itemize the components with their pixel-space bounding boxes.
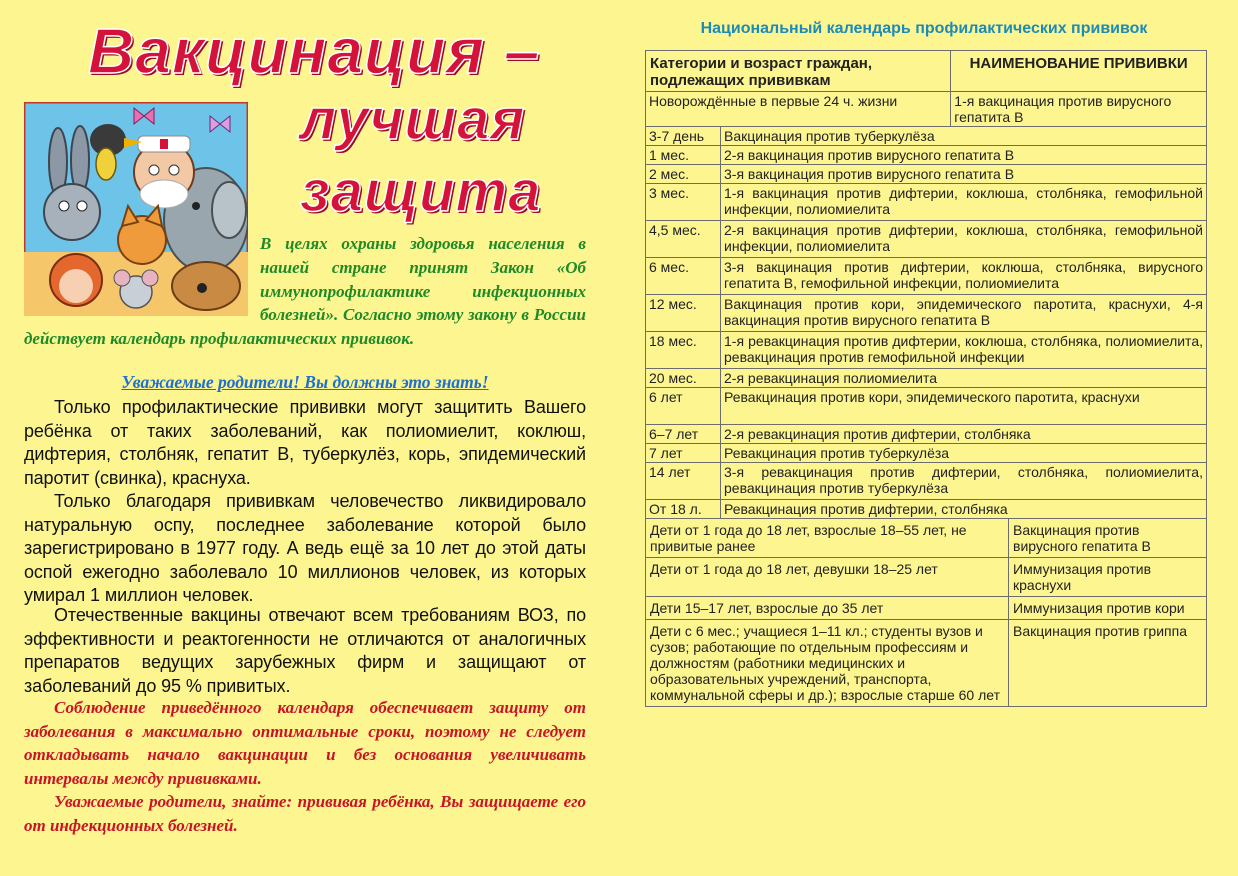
vaccination-schedule-table [645, 50, 1207, 707]
table-row [646, 388, 1207, 425]
table-row [646, 500, 1207, 519]
newborn-age-cell: Новорождённые в первые 24 ч. жизни [646, 92, 951, 127]
paragraph-smallpox: Только благодаря прививкам человечество ликвидировало натуральную оспу, последнее заболевание которой было зарегистрировано в 1977 году. А ведь ещё за 10 лет до этой даты оспой ежегодно заболевало 10 миллионов человек, из которых умирал 1 миллион человек. [24, 491, 586, 605]
vaccine-cell: 3-я ревакцинация против дифтерии, столбняка, полиомиелита, ревакцинация против туберкулёза [721, 463, 1207, 500]
vaccine-cell: 2-я ревакцинация против дифтерии, столбняка [721, 425, 1207, 444]
vaccine-cell: Ревакцинация против кори, эпидемического паротита, краснухи [721, 388, 1207, 425]
group-vaccine-cell: Иммунизация против краснухи [1009, 558, 1207, 597]
paragraph-diseases: Только профилактические прививки могут защитить Вашего ребёнка от таких заболеваний, как полиомиелит, коклюш, дифтерия, столбняк, гепатит В, туберкулёз, корь, эпидемический паротит (свинка), краснуха. [24, 397, 586, 488]
group-row [646, 620, 1207, 707]
table-row [646, 165, 1207, 184]
vaccine-cell: Ревакцинация против дифтерии, столбняка [721, 500, 1207, 519]
age-cell: 20 мес. [646, 369, 721, 388]
paragraph-calendar-compliance: Соблюдение приведённого календаря обеспечивает защиту от заболевания в максимально оптимальные сроки, поэтому не следует откладывать начало вакцинации и без основания увеличивать интервалы между прививками. [24, 698, 586, 788]
age-cell: 18 мес. [646, 332, 721, 369]
group-vaccine-cell: Вакцинация против гриппа [1009, 620, 1207, 707]
title-line-1: Вакцинация – [88, 15, 541, 87]
table-row [646, 184, 1207, 221]
vaccine-cell: 3-я вакцинация против вирусного гепатита В [721, 165, 1207, 184]
group-category-cell: Дети от 1 года до 18 лет, взрослые 18–55 лет, не привитые ранее [646, 519, 1009, 558]
age-cell: 2 мес. [646, 165, 721, 184]
vaccine-cell: Вакцинация против туберкулёза [721, 127, 1207, 146]
age-cell: От 18 л. [646, 500, 721, 519]
newborn-vaccine-cell: 1-я вакцинация против вирусного гепатита В [951, 92, 1207, 127]
vaccine-cell: Вакцинация против кори, эпидемического паротита, краснухи, 4-я вакцинация против вирусного гепатита В [721, 295, 1207, 332]
table-row [646, 146, 1207, 165]
age-cell: 3 мес. [646, 184, 721, 221]
table-row [646, 463, 1207, 500]
intro-text: В целях охраны здоровья населения в нашей стране принят Закон «Об иммунопрофилактике инфекционных болезней». Согласно этому закону в России действует календарь профилактических прививок. [24, 234, 586, 349]
header-category: Категории и возраст граждан, подлежащих прививкам [646, 51, 951, 92]
header-vaccine: НАИМЕНОВАНИЕ ПРИВИВКИ [951, 51, 1207, 92]
vaccine-cell: 1-я вакцинация против дифтерии, коклюша, столбняка, гемофильной инфекции, полиомиелита [721, 184, 1207, 221]
group-category-cell: Дети с 6 мес.; учащиеся 1–11 кл.; студенты вузов и сузов; работающие по отдельным профессиям и должностям (работники медицинских и образовательных учреждений, транспорта, коммунальной сферы и др.); взрослые старше 60 лет [646, 620, 1009, 707]
vaccine-cell: 3-я вакцинация против дифтерии, коклюша, столбняка, вирусного гепатита В, гемофильной инфекции, полиомиелита [721, 258, 1207, 295]
age-cell: 1 мес. [646, 146, 721, 165]
group-category-cell: Дети 15–17 лет, взрослые до 35 лет [646, 597, 1009, 620]
age-cell: 7 лет [646, 444, 721, 463]
age-cell: 4,5 мес. [646, 221, 721, 258]
group-vaccine-cell: Вакцинация против вирусного гепатита В [1009, 519, 1207, 558]
age-cell: 6–7 лет [646, 425, 721, 444]
table-row [646, 295, 1207, 332]
age-cell: 14 лет [646, 463, 721, 500]
paragraph-domestic-vaccines: Отечественные вакцины отвечают всем требованиям ВОЗ, по эффективности и реактогенности не отличаются от аналогичных препаратов ведущих зарубежных фирм и защищают от заболеваний до 95 % привитых. [24, 605, 586, 696]
age-cell: 6 мес. [646, 258, 721, 295]
paragraph-closing-note: Уважаемые родители, знайте: прививая ребёнка, Вы защищаете его от инфекционных болезней. [24, 792, 586, 835]
group-category-cell: Дети от 1 года до 18 лет, девушки 18–25 лет [646, 558, 1009, 597]
age-cell: 3-7 день [646, 127, 721, 146]
table-title: Национальный календарь профилактических прививок [700, 20, 1148, 37]
vaccine-cell: 1-я ревакцинация против дифтерии, коклюша, столбняка, полиомиелита, ревакцинация против гемофильной инфекции [721, 332, 1207, 369]
table-row [646, 425, 1207, 444]
table-row [646, 332, 1207, 369]
table-row [646, 258, 1207, 295]
table-row-newborn [646, 92, 1207, 127]
vaccine-cell: 2-я вакцинация против вирусного гепатита В [721, 146, 1207, 165]
age-cell: 12 мес. [646, 295, 721, 332]
group-vaccine-cell: Иммунизация против кори [1009, 597, 1207, 620]
group-row [646, 558, 1207, 597]
parents-heading: Уважаемые родители! Вы должны это знать! [121, 372, 489, 392]
age-cell: 6 лет [646, 388, 721, 425]
title-line-3: защита [300, 159, 542, 224]
table-row [646, 221, 1207, 258]
table-header-row [646, 51, 1207, 92]
group-row [646, 597, 1207, 620]
title-line-2: лучшая [300, 87, 526, 152]
group-row [646, 519, 1207, 558]
table-row [646, 444, 1207, 463]
table-row [646, 127, 1207, 146]
vaccine-cell: Ревакцинация против туберкулёза [721, 444, 1207, 463]
table-row [646, 369, 1207, 388]
vaccine-cell: 2-я ревакцинация полиомиелита [721, 369, 1207, 388]
vaccine-cell: 2-я вакцинация против дифтерии, коклюша, столбняка, гемофильной инфекции, полиомиелита [721, 221, 1207, 258]
